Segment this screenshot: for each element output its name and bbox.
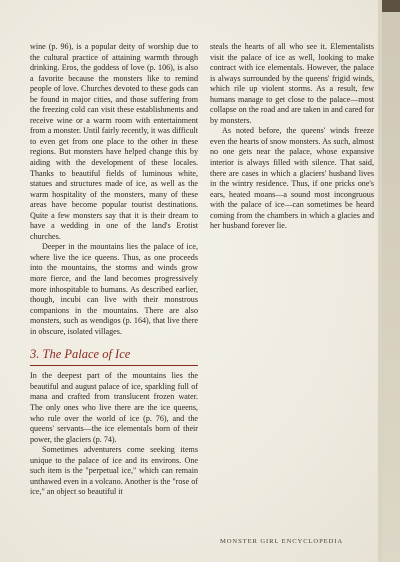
right-paragraph-1: steals the hearts of all who see it. Elementalists visit the palace of ice as well, looking to make contract with ice elementals. However, the palace is always surrounded by the queens' frigid winds, which rile up violent storms. As a result, few humans manage to get close to the palace—most collapse on the road and are taken in and cared for by monsters. — [210, 42, 374, 125]
left-paragraph-3: In the deepest part of the mountains lies the beautiful and august palace of ice, sparkling full of mana and crafted from translucent frozen water. The only ones who live there are the ice queens, who rule over the world of ice (p. 76), and the queens' servants—the ice elementals born of their power, the glaciers (p. 74). — [30, 371, 198, 444]
tab-shade — [382, 12, 400, 562]
running-footer: MONSTER GIRL ENCYCLOPEDIA — [220, 538, 343, 545]
left-paragraph-2: Deeper in the mountains lies the palace of ice, where live the ice queens. Thus, as one proceeds into the mountains, the storms and winds grow more fierce, and the land becomes progressively more inhospitable to humans. As described earlier, though, incubi can live with their monstrous companions in the mountains. There are also monsters, such as wendigos (p. 164), that live there in obscure, isolated villages. — [30, 242, 198, 336]
right-paragraph-2: As noted before, the queens' winds freeze even the hearts of snow monsters. As such, almost no one gets near the palace, whose expansive interior is always filled with silence. That said, there are cases in which a glaciers' husband lives in the wintry residence. Thus, if one pricks one's ears, heated moans—a sound most incongruous with the palace of ice—can sometimes be heard coming from the chambers in which a glacies and her husband forever lie. — [210, 126, 374, 231]
left-paragraph-1: wine (p. 96), is a popular deity of worship due to the cultural practice of attaining warmth through drinking. Eros, the goddess of love (p. 106), is also a favorite because the monsters like to remind people of love. Churches devoted to these gods can be found in major cities, and those suffering from the freezing cold can visit these establishments and receive wine or a warm room with entertainment from a monster. Until fairly recently, it was difficult to even get from one place to the other in these regions. But monsters have helped change this by aiding with the development of these locales. Thanks to beautiful fields of luminous white, statues and structures made of ice, as well as the warm hospitality of the monsters, many of these areas have become popular tourist destinations. Quite a few monsters say that it is their dream to have a wedding in one of the land's Erotist churches. — [30, 42, 198, 241]
right-column — [210, 42, 374, 232]
left-paragraph-4: Sometimes adventurers come seeking items unique to the palace of ice and its environs. One such item is the "perpetual ice," which can remain unthawed even in a volcano. Another is the "rose of ice," an object so beautiful it — [30, 445, 198, 497]
tab-marker — [382, 0, 400, 12]
page-edge-tab — [378, 0, 400, 562]
section-heading: 3. The Palace of Ice — [30, 347, 198, 366]
left-column — [30, 42, 198, 498]
